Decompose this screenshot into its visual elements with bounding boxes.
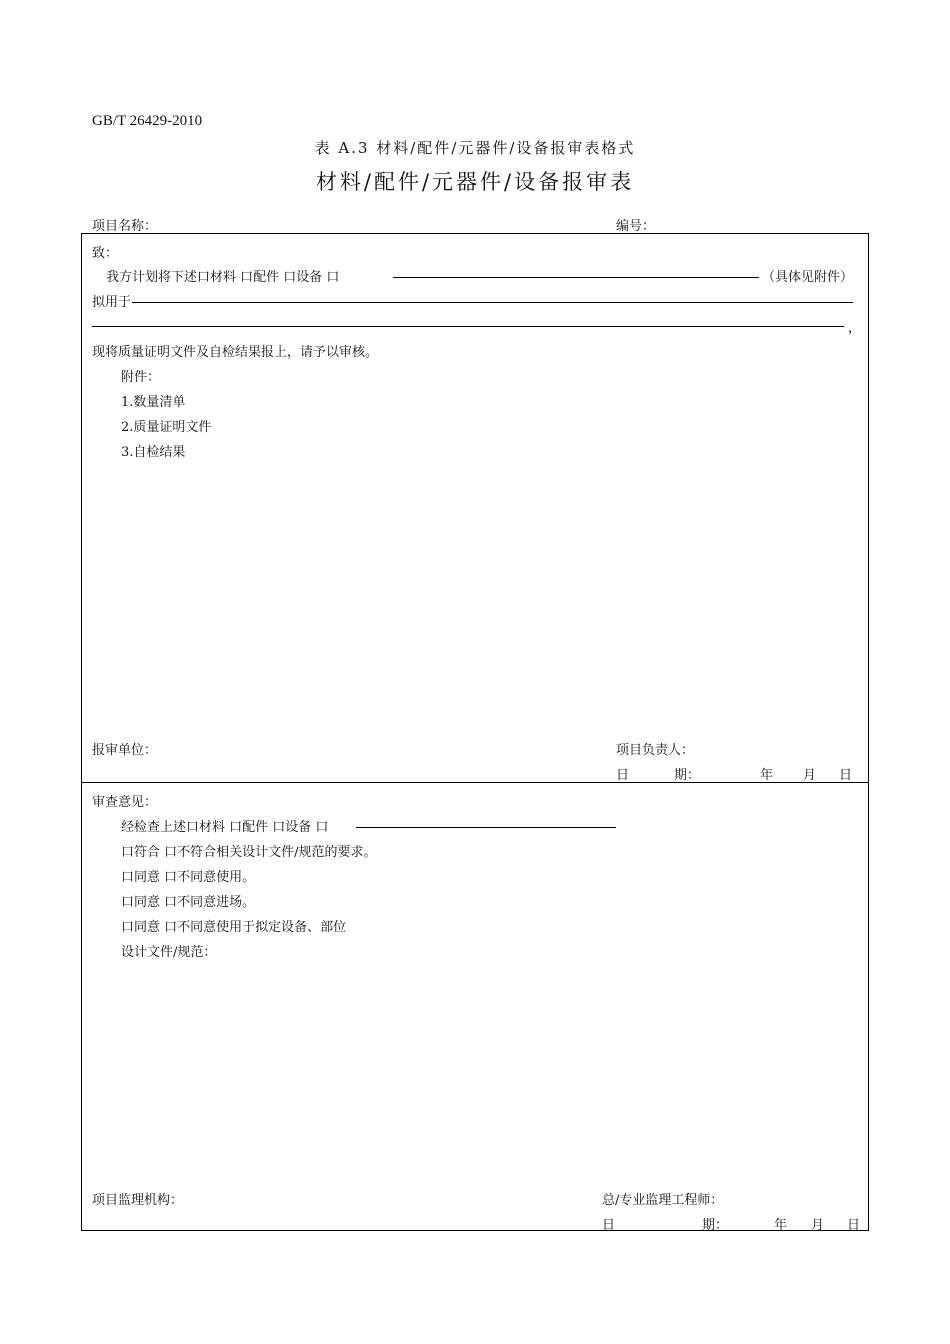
month-label: 月	[803, 768, 817, 783]
design-docs-label: 设计文件/规范：	[121, 945, 217, 960]
org-label: 项目监理机构：	[92, 1193, 184, 1208]
intended-use-line[interactable]	[132, 302, 853, 303]
checked-text: 经检查上述口材料 口配件 口设备 口	[121, 820, 329, 835]
intended-use-line-2[interactable]	[92, 326, 844, 327]
attachment-note: （具体见附件）	[762, 270, 854, 285]
project-name-label: 项目名称：	[92, 219, 158, 234]
attachment-item: 2.质量证明文件	[121, 420, 212, 435]
review-date-label-2: 期：	[702, 1218, 729, 1233]
engineer-label: 总/专业监理工程师：	[602, 1193, 724, 1208]
day-label: 日	[839, 768, 853, 783]
item-blank-line[interactable]	[393, 277, 759, 278]
responsible-label: 项目负责人：	[616, 743, 695, 758]
review-day-label: 日	[847, 1218, 861, 1233]
plan-text: 我方计划将下述口材料 口配件 口设备 口	[106, 270, 340, 285]
intended-use-label: 拟用于	[92, 295, 132, 310]
form-title: 材料/配件/元器件/设备报审表	[315, 170, 635, 194]
checked-blank-line[interactable]	[356, 827, 616, 828]
line-end-comma: ，	[848, 321, 862, 336]
standard-number: GB/T 26429-2010	[92, 113, 203, 129]
attachment-item: 3.自检结果	[121, 445, 186, 460]
form-box	[81, 233, 869, 1231]
location-text: 口同意 口不同意使用于拟定设备、部位	[121, 920, 347, 935]
table-caption: 表 A.3 材料/配件/元器件/设备报审表格式	[314, 139, 636, 157]
review-year-label: 年	[774, 1218, 788, 1233]
date-label-2: 期：	[674, 768, 701, 783]
attachments-label: 附件：	[121, 370, 161, 385]
number-label: 编号：	[616, 219, 656, 234]
review-month-label: 月	[811, 1218, 825, 1233]
opinion-label: 审查意见：	[92, 795, 158, 810]
attachment-item: 1.数量清单	[121, 395, 186, 410]
unit-label: 报审单位：	[92, 743, 158, 758]
to-label: 致：	[92, 246, 119, 261]
year-label: 年	[760, 768, 774, 783]
entry-text: 口同意 口不同意进场。	[121, 895, 256, 910]
use-text: 口同意 口不同意使用。	[121, 870, 256, 885]
review-date-label: 日	[602, 1218, 616, 1233]
report-text: 现将质量证明文件及自检结果报上，请予以审核。	[92, 345, 379, 360]
date-label: 日	[616, 768, 630, 783]
section-divider	[82, 782, 868, 783]
conform-text: 口符合 口不符合相关设计文件/规范的要求。	[121, 845, 377, 860]
